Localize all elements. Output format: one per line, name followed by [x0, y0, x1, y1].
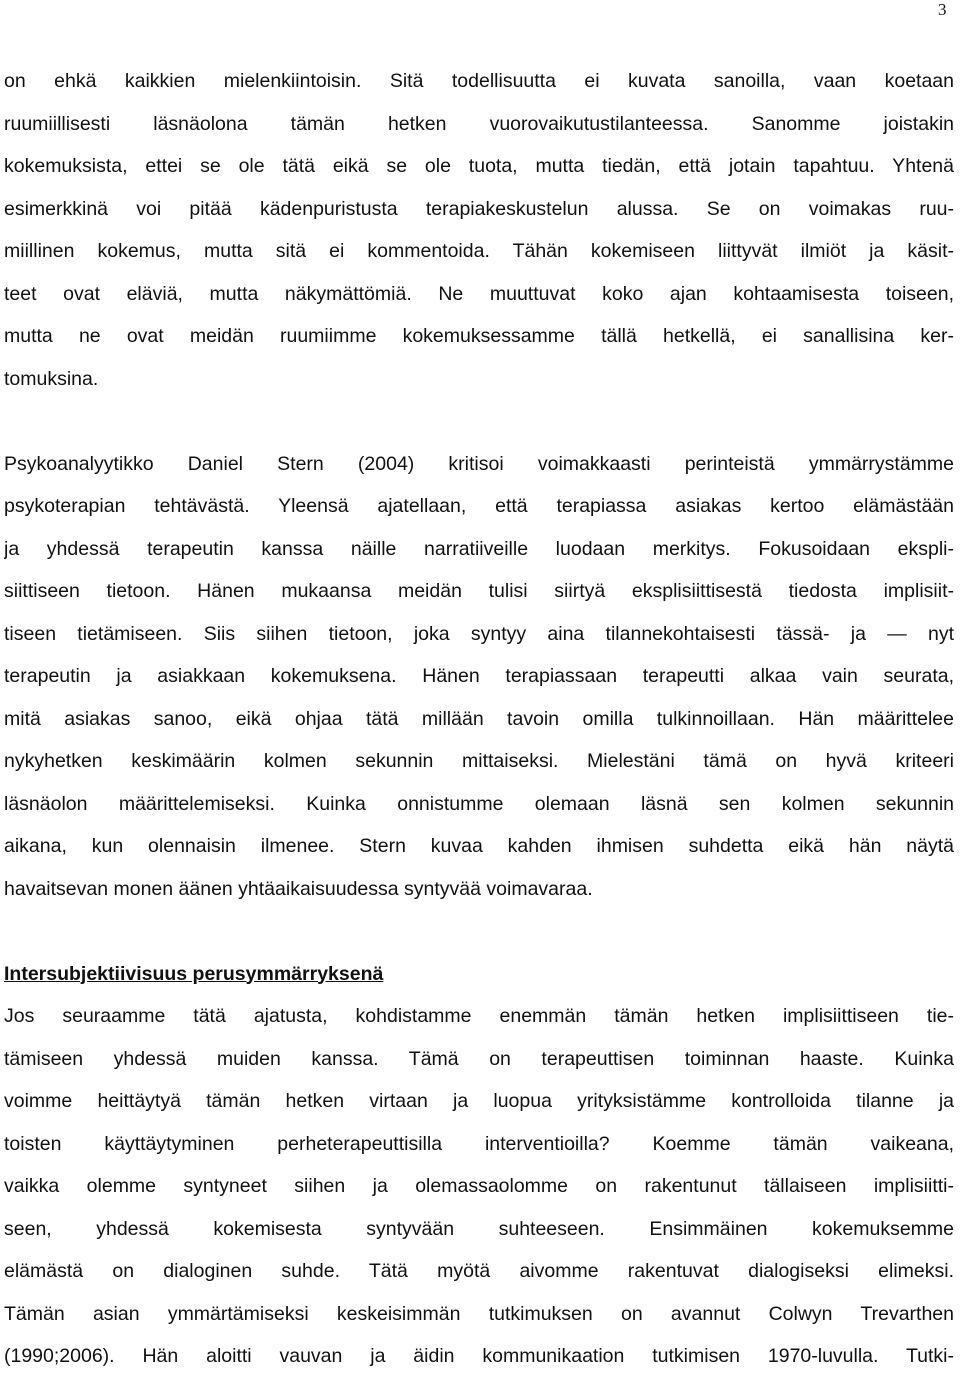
text-line: siittiseen tietoon. Hänen mukaansa meidän tulisi siirtyä eksplisiittisestä tiedosta implisiit-	[4, 580, 954, 602]
paragraph-3	[4, 995, 954, 1378]
text-line: (1990;2006). Hän aloitti vauvan ja äidin kommunikaation tutkimisen 1970-luvulla. Tutki-	[4, 1345, 954, 1367]
text-line: ja yhdessä terapeutin kanssa näille narratiiveille luodaan merkitys. Fokusoidaan ekspli-	[4, 537, 954, 560]
text-line: aikana, kun olennaisin ilmenee. Stern kuvaa kahden ihmisen suhdetta eikä hän näytä	[4, 835, 954, 857]
paragraph-gap	[4, 910, 954, 953]
text-line: vaikka olemme syntyneet siihen ja olemassaolomme on rakentunut tällaiseen implisiitti-	[4, 1175, 954, 1197]
text-line: Tämän asian ymmärtämiseksi keskeisimmän tutkimuksen on avannut Colwyn Trevarthen	[4, 1302, 954, 1325]
section-heading: Intersubjektiivisuus perusymmärryksenä	[4, 962, 384, 985]
text-line: Psykoanalyytikko Daniel Stern (2004) kritisoi voimakkaasti perinteistä ymmärrystämme	[4, 452, 954, 475]
text-line: tomuksina.	[4, 367, 99, 390]
text-line: psykoterapian tehtävästä. Yleensä ajatellaan, että terapiassa asiakas kertoo elämästään	[4, 495, 954, 517]
text-line: tämiseen yhdessä muiden kanssa. Tämä on terapeuttisen toiminnan haaste. Kuinka	[4, 1047, 954, 1070]
text-line: on ehkä kaikkien mielenkiintoisin. Sitä todellisuutta ei kuvata sanoilla, vaan koetaan	[4, 70, 954, 92]
text-line: esimerkkinä voi pitää kädenpuristusta terapiakeskustelun alussa. Se on voimakas ruu-	[4, 197, 954, 220]
paragraph-gap	[4, 400, 954, 443]
text-line: kokemuksista, ettei se ole tätä eikä se ole tuota, mutta tiedän, että jotain tapahtuu. Yhtenä	[4, 155, 954, 177]
page-number: 3	[938, 0, 947, 19]
text-line: mitä asiakas sanoo, eikä ohjaa tätä millään tavoin omilla tulkinnoillaan. Hän määrittelee	[4, 707, 954, 730]
text-line: miillinen kokemus, mutta sitä ei kommentoida. Tähän kokemiseen liittyvät ilmiöt ja käsit-	[4, 240, 954, 262]
text-line: ruumiillisesti läsnäolona tämän hetken vuorovaikutustilanteessa. Sanomme joistakin	[4, 112, 954, 135]
document-body	[4, 60, 954, 1378]
text-line: tiseen tietämiseen. Siis siihen tietoon, joka syntyy aina tilannekohtaisesti tässä- ja — nyt	[4, 622, 954, 645]
text-line: Jos seuraamme tätä ajatusta, kohdistamme enemmän tämän hetken implisiittiseen tie-	[4, 1005, 954, 1027]
text-line: elämästä on dialoginen suhde. Tätä myötä aivomme rakentuvat dialogiseksi elimeksi.	[4, 1260, 954, 1282]
text-line: nykyhetken keskimäärin kolmen sekunnin mittaiseksi. Mielestäni tämä on hyvä kriteeri	[4, 750, 954, 772]
text-line: voimme heittäytyä tämän hetken virtaan ja luopua yrityksistämme kontrolloida tilanne ja	[4, 1090, 954, 1112]
text-line: läsnäolon määrittelemiseksi. Kuinka onnistumme olemaan läsnä sen kolmen sekunnin	[4, 792, 954, 815]
text-line: seen, yhdessä kokemisesta syntyvään suhteeseen. Ensimmäinen kokemuksemme	[4, 1217, 954, 1240]
paragraph-1	[4, 60, 954, 400]
paragraph-2	[4, 443, 954, 911]
text-line: teet ovat eläviä, mutta näkymättömiä. Ne muuttuvat koko ajan kohtaamisesta toiseen,	[4, 282, 954, 305]
text-line: havaitsevan monen äänen yhtäaikaisuudessa syntyvää voimavaraa.	[4, 877, 593, 900]
text-line: mutta ne ovat meidän ruumiimme kokemuksessamme tällä hetkellä, ei sanallisina ker-	[4, 325, 954, 347]
text-line: terapeutin ja asiakkaan kokemuksena. Hänen terapiassaan terapeutti alkaa vain seurata,	[4, 665, 954, 687]
text-line: toisten käyttäytyminen perheterapeuttisilla interventioilla? Koemme tämän vaikeana,	[4, 1132, 954, 1155]
